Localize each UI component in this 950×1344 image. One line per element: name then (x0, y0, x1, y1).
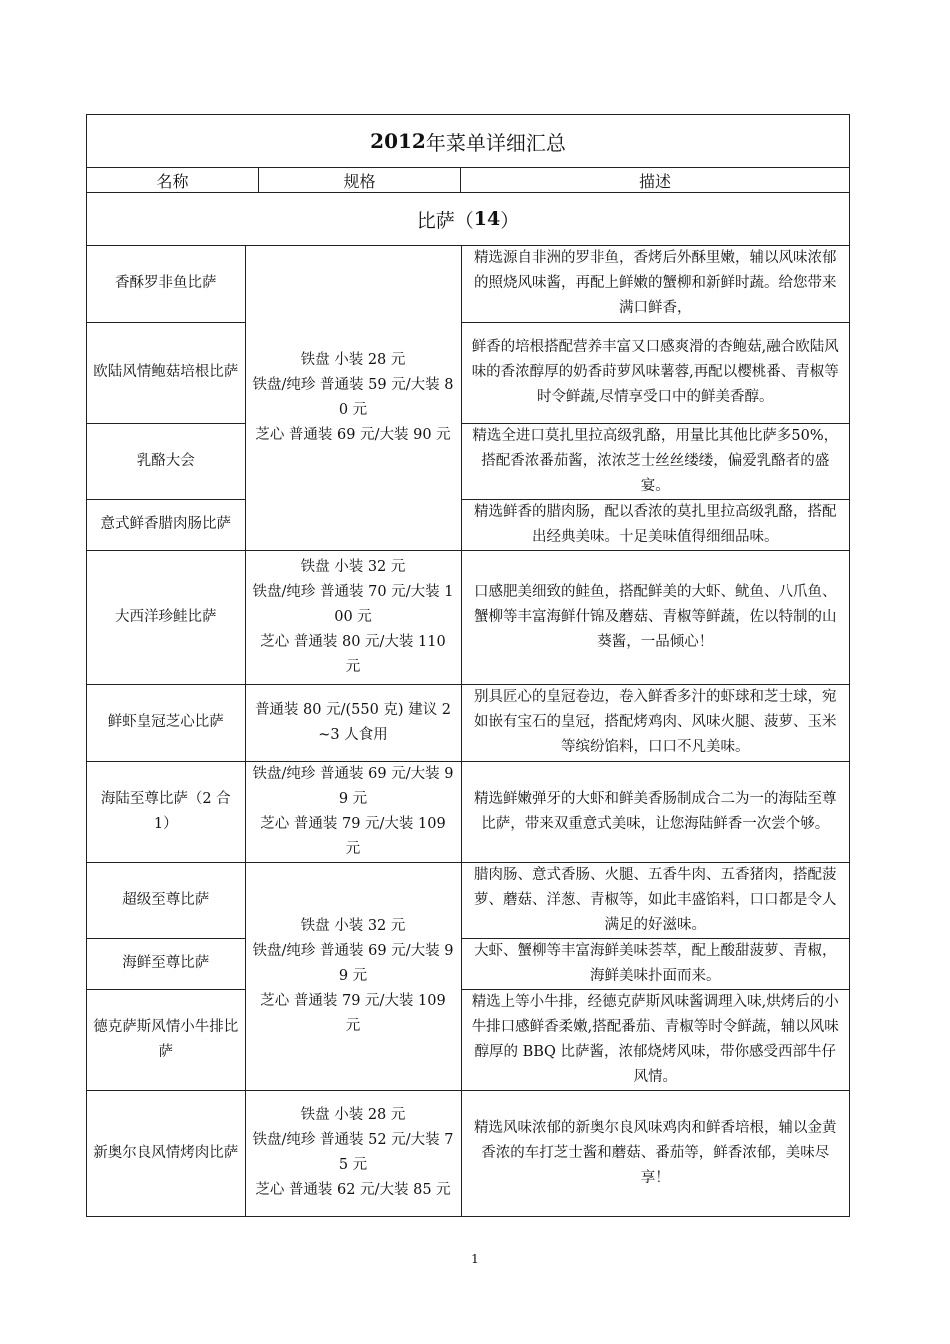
table-row (87, 550, 849, 684)
title-text: 年菜单详细汇总 (425, 130, 566, 155)
section-count: 14 (473, 208, 501, 230)
item-name: 香酥罗非鱼比萨 (87, 246, 245, 322)
spec-line: 铁盘/纯珍 普通装 69 元/大装 99 元 (252, 765, 454, 807)
spec-line: 芝心 普通装 79 元/大装 109 元 (260, 815, 446, 857)
item-desc: 腊肉肠、意式香肠、火腿、五香牛肉、五香猪肉，搭配菠萝、蘑菇、洋葱、青椒等，如此丰盛馅料，口口都是令人满足的好滋味。 (461, 862, 849, 938)
table-row (87, 423, 849, 499)
page-title (87, 115, 849, 168)
spec-line: 普通装 80 元/(550 克) 建议 2~3 人食用 (254, 701, 452, 743)
spec-line: 芝心 普通装 79 元/大装 109 元 (260, 992, 446, 1034)
item-name: 新奥尔良风情烤肉比萨 (87, 1090, 245, 1216)
item-spec (245, 246, 461, 550)
header-desc: 描述 (638, 171, 671, 191)
item-desc: 精选全进口莫扎里拉高级乳酪，用量比其他比萨多50%，搭配香浓番茄酱，浓浓芝士丝丝缕缕，偏爱乳酪者的盛宴。 (461, 423, 849, 499)
table-row (87, 1090, 849, 1216)
spec-line: 铁盘/纯珍 普通装 70 元/大装 100 元 (252, 583, 454, 625)
item-spec (245, 1090, 461, 1216)
header-name: 名称 (87, 168, 259, 192)
item-spec (245, 761, 461, 862)
menu-summary-table (86, 114, 850, 1217)
item-desc: 精选上等小牛排，经德克萨斯风味酱调理入味,烘烤后的小牛排口感鲜香柔嫩,搭配番茄、青椒等时令鲜蔬，辅以风味醇厚的 BBQ 比萨酱，浓郁烧烤风味，带你感受西部牛仔风情。 (461, 989, 849, 1090)
section-label: 比萨（ (416, 209, 474, 232)
item-desc: 鲜香的培根搭配营养丰富又口感爽滑的杏鲍菇,融合欧陆风味的香浓醇厚的奶香莳萝风味薯蓉,再配以樱桃番、青椒等时令鲜蔬,尽情享受口中的鲜美香醇。 (461, 322, 849, 423)
item-desc: 精选源自非洲的罗非鱼，香烤后外酥里嫩，辅以风味浓郁的照烧风味酱，再配上鲜嫩的蟹柳和新鲜时蔬。给您带来满口鲜香， (461, 246, 849, 322)
item-name: 德克萨斯风情小牛排比萨 (87, 989, 245, 1090)
spec-line: 铁盘/纯珍 普通装 52 元/大装 75 元 (252, 1132, 454, 1174)
item-name: 海陆至尊比萨（2 合 1） (87, 761, 245, 862)
spec-line: 铁盘 小装 28 元 (300, 1107, 406, 1124)
table-row (87, 989, 849, 1090)
header-spec: 规格 (259, 168, 461, 192)
item-desc: 精选鲜嫩弹牙的大虾和鲜美香肠制成合二为一的海陆至尊比萨，带来双重意式美味，让您海陆鲜香一次尝个够。 (461, 761, 849, 862)
table-header-row (87, 168, 849, 193)
spec-line: 芝心 普通装 69 元/大装 90 元 (255, 426, 451, 443)
table-row (87, 862, 849, 938)
spec-line: 铁盘 小装 32 元 (300, 558, 406, 575)
item-name: 鲜虾皇冠芝心比萨 (87, 684, 245, 761)
item-desc: 精选风味浓郁的新奥尔良风味鸡肉和鲜香培根，辅以金黄香浓的车打芝士酱和蘑菇、番茄等，鲜香浓郁，美味尽享！ (461, 1090, 849, 1216)
pizza-table (87, 246, 849, 1216)
table-row (87, 684, 849, 761)
item-name: 欧陆风情鲍菇培根比萨 (87, 322, 245, 423)
item-name: 意式鲜香腊肉肠比萨 (87, 499, 245, 550)
spec-line: 芝心 普通装 80 元/大装 110 元 (260, 633, 446, 675)
item-spec (245, 550, 461, 684)
section-close: ） (500, 209, 520, 232)
spec-line: 芝心 普通装 62 元/大装 85 元 (255, 1182, 451, 1199)
spec-line: 铁盘 小装 28 元 (300, 351, 406, 368)
spec-line: 铁盘 小装 32 元 (300, 917, 406, 934)
spec-line: 铁盘/纯珍 普通装 59 元/大装 80 元 (252, 376, 454, 418)
table-row (87, 246, 849, 322)
title-year: 2012 (370, 129, 426, 153)
item-name: 超级至尊比萨 (87, 862, 245, 938)
spec-line: 铁盘/纯珍 普通装 69 元/大装 99 元 (252, 942, 454, 984)
table-row (87, 499, 849, 550)
item-name: 大西洋珍鲑比萨 (87, 550, 245, 684)
item-spec (245, 862, 461, 1090)
item-desc: 口感肥美细致的鲑鱼，搭配鲜美的大虾、鱿鱼、八爪鱼、蟹柳等丰富海鲜什锦及蘑菇、青椒等鲜蔬，佐以特制的山葵酱，一品倾心！ (461, 550, 849, 684)
item-name: 海鲜至尊比萨 (87, 938, 245, 989)
item-spec (245, 684, 461, 761)
item-desc: 别具匠心的皇冠卷边，卷入鲜香多汁的虾球和芝士球，宛如嵌有宝石的皇冠，搭配烤鸡肉、风味火腿、菠萝、玉米等缤纷馅料，口口不凡美味。 (461, 684, 849, 761)
page-number: 1 (471, 1252, 479, 1266)
item-name: 乳酪大会 (87, 423, 245, 499)
table-row (87, 322, 849, 423)
item-desc: 大虾、蟹柳等丰富海鲜美味荟萃，配上酸甜菠萝、青椒，海鲜美味扑面而来。 (461, 938, 849, 989)
table-row (87, 938, 849, 989)
item-desc: 精选鲜香的腊肉肠，配以香浓的莫扎里拉高级乳酪，搭配出经典美味。十足美味值得细细品味。 (461, 499, 849, 550)
section-heading-pizza (87, 193, 849, 246)
table-row (87, 761, 849, 862)
